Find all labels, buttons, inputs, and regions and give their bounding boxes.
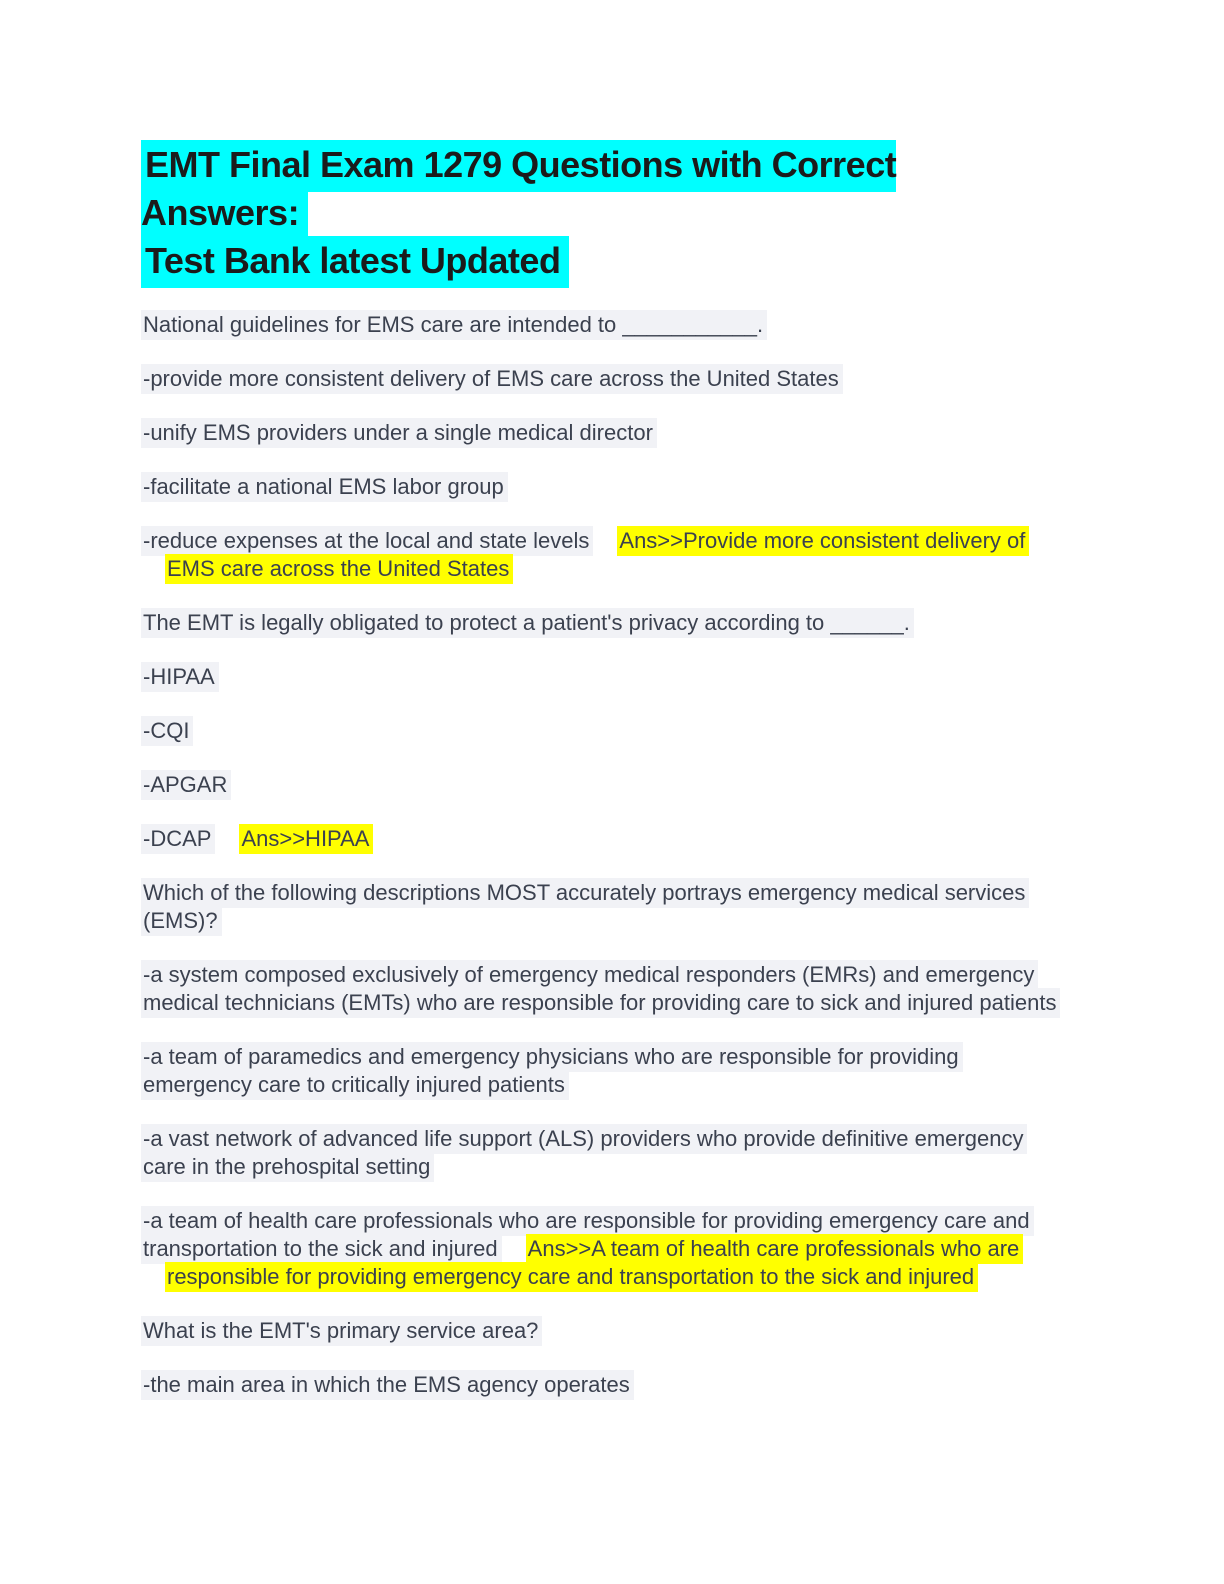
answer-segment: Ans>>HIPAA xyxy=(239,824,373,854)
question-segment: -CQI xyxy=(141,716,193,746)
answer-segment: Ans>>Provide more consistent delivery of EMS care across the United States xyxy=(165,526,1029,584)
question-segment: -facilitate a national EMS labor group xyxy=(141,472,508,502)
question-segment: -APGAR xyxy=(141,770,231,800)
paragraph xyxy=(141,1043,1064,1099)
question-segment: -DCAP xyxy=(141,824,215,854)
title-line-1: EMT Final Exam 1279 Questions with Correct Answers: xyxy=(141,140,896,240)
question-segment: -HIPAA xyxy=(141,662,219,692)
paragraph xyxy=(141,717,1064,745)
title-line-2: Test Bank latest Updated xyxy=(141,236,569,288)
paragraph xyxy=(141,609,1064,637)
question-segment: What is the EMT's primary service area? xyxy=(141,1316,542,1346)
answer-segment: Ans>>A team of health care professionals who are responsible for providing emergency care and transportation to the sick and injured xyxy=(165,1234,1023,1292)
paragraph xyxy=(141,473,1064,501)
document-title xyxy=(141,141,1064,285)
question-segment: -unify EMS providers under a single medical director xyxy=(141,418,657,448)
question-segment: Which of the following descriptions MOST accurately portrays emergency medical services (EMS)? xyxy=(141,878,1029,936)
paragraph xyxy=(141,663,1064,691)
paragraph xyxy=(141,365,1064,393)
question-segment: -the main area in which the EMS agency operates xyxy=(141,1370,634,1400)
paragraph xyxy=(141,311,1064,339)
paragraph xyxy=(141,1207,1064,1291)
paragraph xyxy=(141,1125,1064,1181)
paragraph xyxy=(141,527,1064,583)
paragraph xyxy=(141,879,1064,935)
paragraph xyxy=(141,825,1064,853)
question-segment: The EMT is legally obligated to protect a patient's privacy according to ______. xyxy=(141,608,914,638)
question-segment: National guidelines for EMS care are intended to ___________. xyxy=(141,310,767,340)
document-body xyxy=(141,311,1064,1399)
paragraph xyxy=(141,1371,1064,1399)
question-segment: -a system composed exclusively of emergency medical responders (EMRs) and emergency medical technicians (EMTs) who are responsible for providing care to sick and injured patients xyxy=(141,960,1060,1018)
question-segment: -a team of paramedics and emergency physicians who are responsible for providing emergency care to critically injured patients xyxy=(141,1042,963,1100)
question-segment: -a vast network of advanced life support (ALS) providers who provide definitive emergency care in the prehospital setting xyxy=(141,1124,1027,1182)
paragraph xyxy=(141,1317,1064,1345)
question-segment: -provide more consistent delivery of EMS care across the United States xyxy=(141,364,843,394)
paragraph xyxy=(141,961,1064,1017)
question-segment: -reduce expenses at the local and state levels xyxy=(141,526,593,556)
paragraph xyxy=(141,419,1064,447)
question-segment: -a team of health care professionals who are responsible for providing emergency care and transportation to the sick and injured xyxy=(141,1206,1034,1264)
paragraph xyxy=(141,771,1064,799)
